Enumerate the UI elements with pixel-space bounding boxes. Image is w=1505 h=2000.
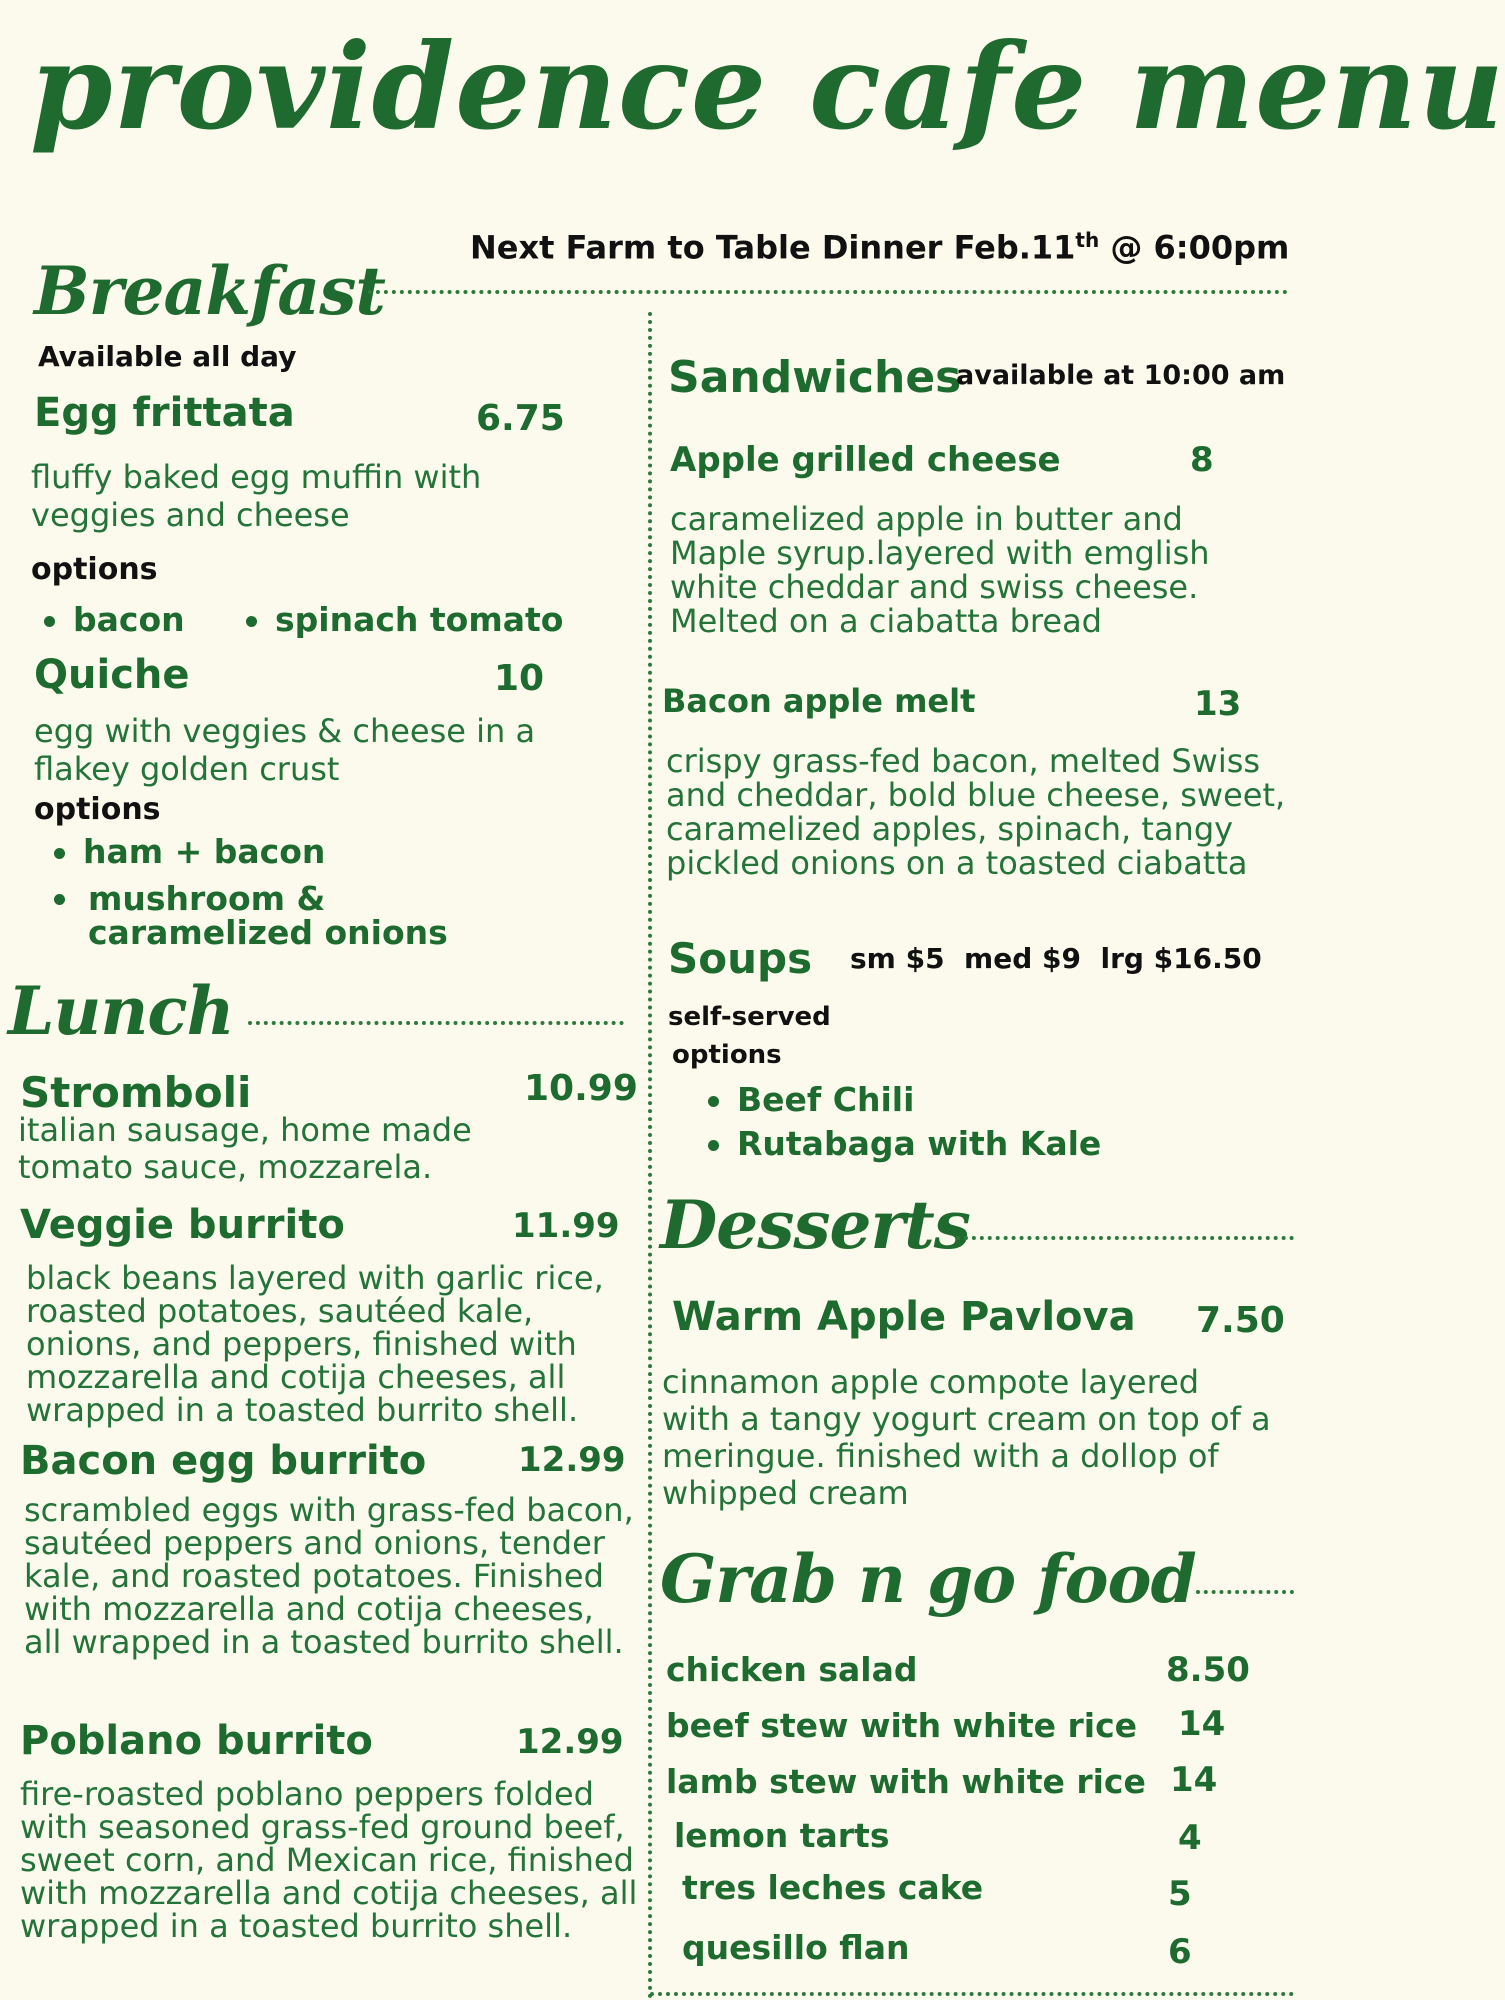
options-label: options bbox=[34, 792, 161, 827]
menu-item-name: Stromboli bbox=[20, 1068, 252, 1117]
column-divider bbox=[648, 312, 652, 2000]
grab-item-name: chicken salad bbox=[666, 1650, 918, 1689]
breakfast-heading: Breakfast bbox=[34, 252, 385, 330]
grab-item-price: 6 bbox=[1168, 1932, 1192, 1972]
menu-item-description: scrambled eggs with grass-fed bacon, sautéed peppers and onions, tender kale, and roasted potatoes. Finished with mozzarella and cotija cheeses, all wrapped in a toasted burrito shell. bbox=[24, 1491, 634, 1661]
lunch-heading: Lunch bbox=[8, 972, 234, 1050]
option-item: bacon bbox=[44, 600, 185, 639]
grab-item-name: lemon tarts bbox=[674, 1816, 890, 1855]
menu-item-price: 10 bbox=[494, 658, 545, 699]
grab-item-price: 14 bbox=[1178, 1704, 1226, 1744]
menu-item-name: Bacon egg burrito bbox=[20, 1438, 427, 1484]
menu-item-description: fluffy baked egg muffin with veggies and cheese bbox=[31, 458, 482, 534]
bullet-icon bbox=[44, 616, 55, 627]
menu-item-description: black beans layered with garlic rice, roasted potatoes, sautéed kale, onions, and peppers, finished with mozzarella and cotija cheeses, all wrapped in a toasted burrito shell. bbox=[26, 1259, 604, 1429]
menu-item-description: italian sausage, home made tomato sauce, mozzarela. bbox=[18, 1111, 472, 1186]
bottom-divider bbox=[650, 1992, 1294, 1996]
bullet-icon bbox=[54, 848, 65, 859]
menu-item-name: Egg frittata bbox=[34, 390, 295, 436]
menu-item-name: Quiche bbox=[34, 652, 190, 698]
sandwiches-heading: Sandwiches bbox=[668, 352, 962, 403]
menu-item-price: 12.99 bbox=[518, 1440, 626, 1480]
bullet-icon bbox=[246, 616, 257, 627]
breakfast-note: Available all day bbox=[38, 340, 297, 373]
option-item: mushroom & caramelized onions bbox=[54, 882, 534, 950]
menu-item-price: 13 bbox=[1194, 684, 1242, 724]
grab-item-price: 4 bbox=[1178, 1818, 1202, 1858]
option-item: Rutabaga with Kale bbox=[708, 1124, 1101, 1163]
menu-item-description: egg with veggies & cheese in a flakey golden crust bbox=[34, 712, 536, 788]
menu-item-name: Apple grilled cheese bbox=[670, 440, 1061, 480]
soups-heading: Soups bbox=[668, 934, 813, 983]
menu-title: providence cafe menu bbox=[30, 17, 1505, 156]
desserts-divider bbox=[956, 1236, 1294, 1240]
menu-item-name: Poblano burrito bbox=[20, 1718, 373, 1764]
bullet-icon bbox=[708, 1096, 719, 1107]
grab-n-go-divider bbox=[1196, 1590, 1294, 1594]
menu-item-name: Bacon apple melt bbox=[662, 682, 976, 720]
menu-item-price: 11.99 bbox=[512, 1206, 620, 1246]
menu-item-name: Veggie burrito bbox=[20, 1202, 345, 1248]
dinner-announcement: Next Farm to Table Dinner Feb.11th @ 6:00pm bbox=[470, 228, 1290, 267]
lunch-divider bbox=[248, 1021, 624, 1025]
grab-item-name: tres leches cake bbox=[682, 1868, 984, 1907]
options-label: options bbox=[672, 1040, 782, 1070]
bullet-icon bbox=[54, 894, 65, 905]
options-label: options bbox=[31, 552, 158, 587]
menu-item-price: 12.99 bbox=[516, 1722, 624, 1762]
soups-note: self-served bbox=[668, 1002, 831, 1032]
desserts-heading: Desserts bbox=[660, 1186, 970, 1264]
menu-item-price: 8 bbox=[1190, 440, 1214, 480]
grab-item-price: 5 bbox=[1168, 1874, 1192, 1914]
option-item: Beef Chili bbox=[708, 1080, 914, 1119]
grab-item-name: lamb stew with white rice bbox=[666, 1762, 1146, 1801]
bullet-icon bbox=[708, 1140, 719, 1151]
menu-item-price: 7.50 bbox=[1196, 1300, 1285, 1341]
breakfast-divider bbox=[368, 290, 1288, 294]
grab-n-go-heading: Grab n go food bbox=[660, 1540, 1196, 1618]
menu-item-price: 10.99 bbox=[524, 1068, 638, 1109]
option-item: ham + bacon bbox=[54, 832, 325, 871]
grab-item-price: 14 bbox=[1170, 1760, 1218, 1800]
option-item: spinach tomato bbox=[246, 600, 563, 639]
grab-item-price: 8.50 bbox=[1166, 1650, 1250, 1690]
menu-item-price: 6.75 bbox=[476, 398, 565, 439]
menu-item-description: caramelized apple in butter and Maple syrup.layered with emglish white cheddar and swiss cheese. Melted on a ciabatta bread bbox=[670, 500, 1210, 640]
menu-item-description: crispy grass-fed bacon, melted Swiss and cheddar, bold blue cheese, sweet, caramelized apples, spinach, tangy pickled onions on a toasted ciabatta bbox=[666, 742, 1286, 882]
grab-item-name: beef stew with white rice bbox=[666, 1706, 1138, 1745]
menu-item-description: fire-roasted poblano peppers folded with seasoned grass-fed ground beef, sweet corn, and Mexican rice, finished with mozzarella and cotija cheeses, all wrapped in a toasted burrito shell. bbox=[20, 1775, 638, 1945]
sandwiches-note: available at 10:00 am bbox=[956, 360, 1286, 391]
soup-sizes: sm $5 med $9 lrg $16.50 bbox=[850, 942, 1262, 975]
grab-item-name: quesillo flan bbox=[682, 1928, 910, 1967]
menu-item-name: Warm Apple Pavlova bbox=[672, 1294, 1136, 1340]
menu-item-description: cinnamon apple compote layered with a tangy yogurt cream on top of a meringue. finished with a dollop of whipped cream bbox=[662, 1363, 1271, 1512]
